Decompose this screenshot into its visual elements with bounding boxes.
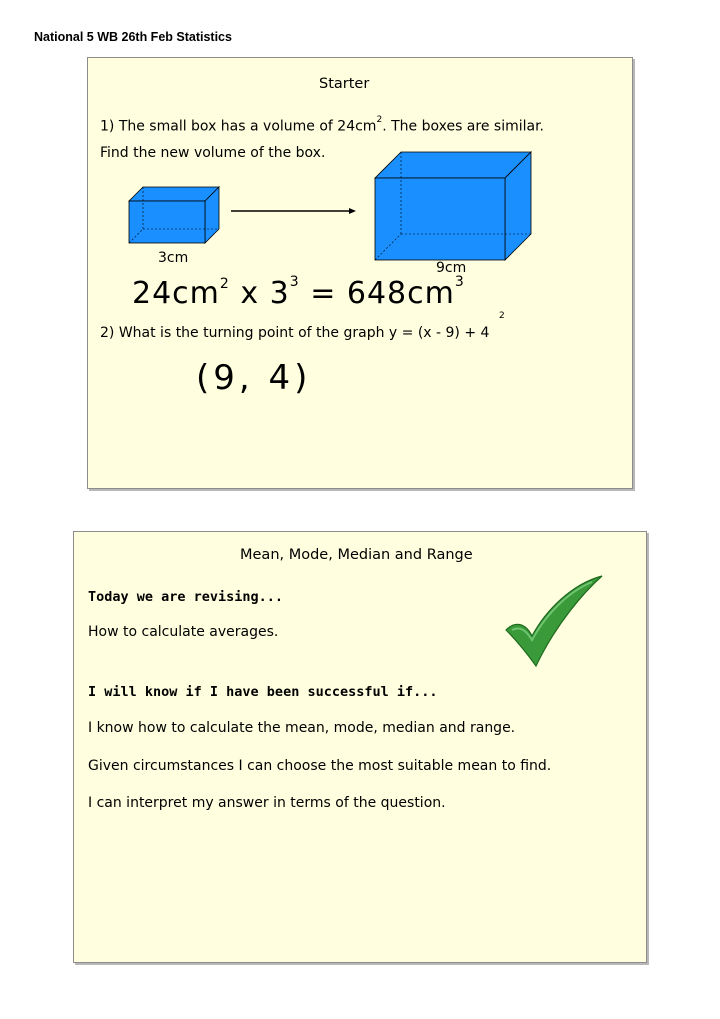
question-2-text: 2) What is the turning point of the graph y = (x - 9) + 4 <box>100 325 490 341</box>
question-1-superscript: 2 <box>376 115 383 125</box>
answer-1-sup-2: 3 <box>289 274 300 290</box>
success-heading: I will know if I have been successful if... <box>88 684 438 700</box>
starter-slide <box>87 57 633 489</box>
question-1-line-1 <box>100 115 545 135</box>
question-1-line-2: Find the new volume of the box. <box>100 145 326 161</box>
slide-title: Starter <box>319 76 370 92</box>
answer-1-part-a: 24cm <box>132 276 220 311</box>
revising-heading: Today we are revising... <box>88 589 284 605</box>
answer-1-part-b: x 3 <box>229 276 290 311</box>
criteria-item-3: I can interpret my answer in terms of the question. <box>88 795 446 811</box>
objectives-slide <box>73 531 647 963</box>
question-2-superscript: 2 <box>499 311 505 321</box>
revising-item: How to calculate averages. <box>88 624 279 640</box>
arrow-icon <box>231 206 356 216</box>
answer-2-handwritten: (9, 4) <box>196 358 312 398</box>
large-box-label: 9cm <box>436 260 467 276</box>
answer-1-handwritten <box>132 276 465 311</box>
question-1-text-b: . The boxes are similar. <box>382 118 545 135</box>
large-box-diagram <box>375 148 535 263</box>
small-box-label: 3cm <box>158 250 189 266</box>
page-header: National 5 WB 26th Feb Statistics <box>34 30 232 44</box>
answer-1-sup-1: 2 <box>219 276 230 292</box>
criteria-item-2: Given circumstances I can choose the most suitable mean to find. <box>88 758 552 774</box>
small-box-diagram <box>129 183 224 245</box>
answer-1-sup-3: 3 <box>454 274 465 290</box>
checkmark-icon <box>502 574 606 670</box>
question-1-text-a: 1) The small box has a volume of 24cm <box>100 118 377 135</box>
answer-1-part-c: = 648cm <box>299 276 455 311</box>
criteria-item-1: I know how to calculate the mean, mode, median and range. <box>88 720 516 736</box>
slide-title: Mean, Mode, Median and Range <box>240 547 473 563</box>
